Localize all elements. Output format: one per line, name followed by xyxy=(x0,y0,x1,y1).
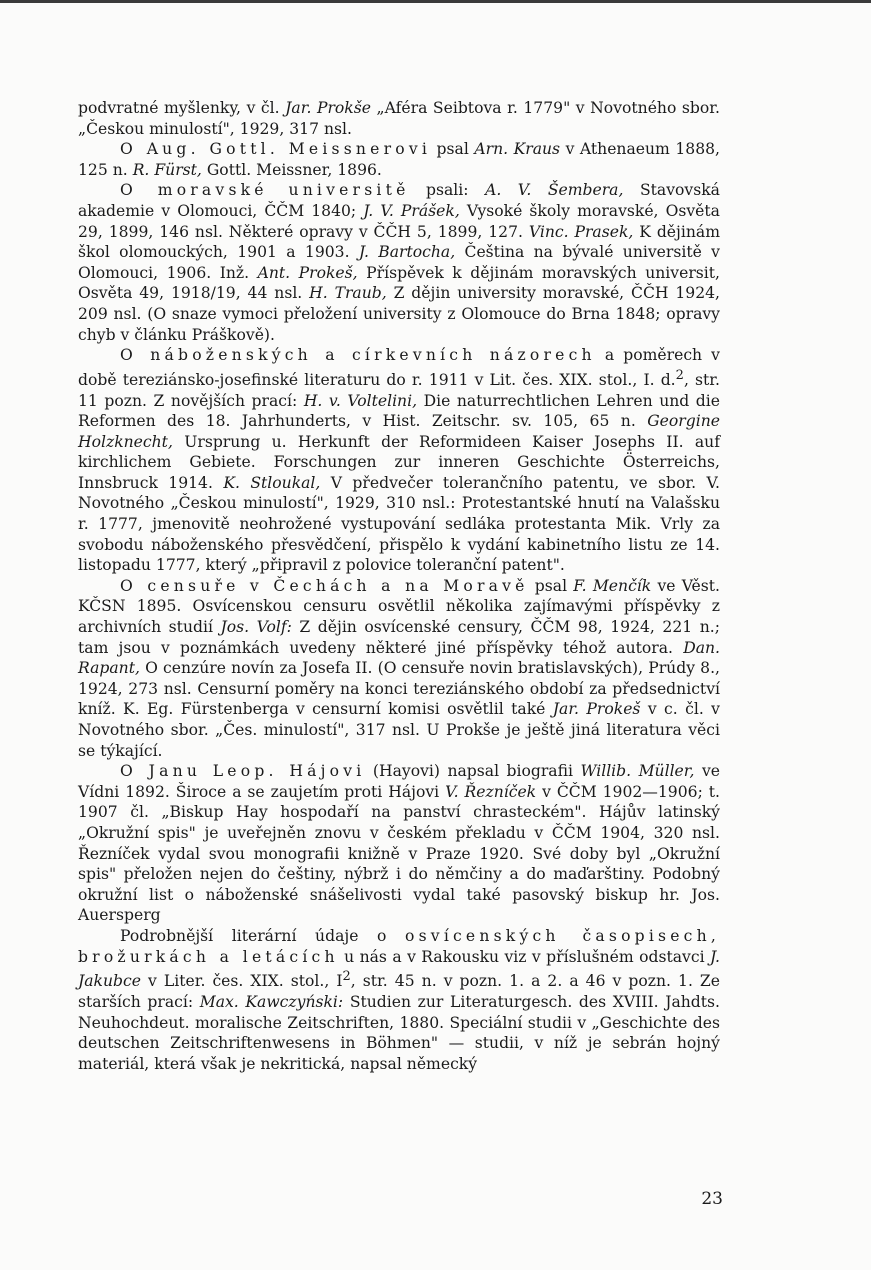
text-run: Gottl. Meissner, 1896. xyxy=(201,160,382,179)
text-run: „Aféra Seibtova r. 1779" v Novotného sbor. „Českou minulostí", 1929, 317 nsl. xyxy=(78,99,720,138)
italic-citation: J. Bartocha, xyxy=(358,243,456,262)
italic-citation: Arn. Kraus xyxy=(474,140,561,159)
text-run: Příspěvek k dějinám moravských universit, Osvěta 49, 1918/19, 44 nsl. xyxy=(78,263,720,303)
text-run: a poměrech v době tereziánsko-josefinské literaturu do r. 1911 v Lit. čes. XIX. stol., I. d. xyxy=(78,346,720,389)
italic-citation: K. Stloukal, xyxy=(223,473,321,492)
text-run: O cenzúre novín za Josefa II. (O censuře novin bratislavských), Prúdy 8., 1924, 273 nsl. Censurní poměry na konci tereziánského období za předsednictví kníž. K. Eg. Fürstenberga v censurní komisi osvětlil také xyxy=(78,659,720,719)
text-run: , str. 45 n. v pozn. 1. a 2. a 46 v pozn. 1. Ze starších prací: xyxy=(78,972,720,1011)
italic-citation: Jar. Prokše xyxy=(285,99,371,117)
spaced-topic: O Janu Leop. Hájovi xyxy=(120,762,366,781)
text-run: psali: xyxy=(409,181,486,200)
spaced-topic: O Aug. Gottl. Meissnerovi xyxy=(120,140,432,159)
text-run: Ursprung u. Herkunft der Reformideen Kaiser Josephs II. auf kirchlichem Gebiete. Forschungen zur inneren Geschichte Österreichs, Innsbruck 1914. xyxy=(78,432,720,492)
text-run: Studien zur Literaturgesch. des XVIII. Jahdts. Neuhochdeut. moralische Zeitschriften, 1880. Speciální studii v „Geschichte des deutschen Zeitschriftenwesens in Böhmen" — studii, v níž je sebrán hojný materiál, která však je nekritická, napsal německý xyxy=(78,992,720,1073)
text-run: Vysoké školy moravské, Osvěta 29, 1899, 146 nsl. Některé opravy v ČČH 5, 1899, 127. xyxy=(78,201,720,241)
italic-citation: Georgine Holzknecht, xyxy=(78,412,720,451)
text-run: Die naturrechtlichen Lehren und die Reformen des 18. Jahrhunderts, v Hist. Zeitschr. sv. 105, 65 n. xyxy=(78,391,721,431)
italic-citation: H. v. Voltelini, xyxy=(303,391,418,410)
text-run: ve Vídni 1892. Široce a se zaujetím proti Hájovi xyxy=(78,762,721,801)
text-run: v ČČM 1902—1906; t. 1907 čl. „Biskup Hay hospodaří na panství chrasteckém". Hájův latinský „Okružní spis" je uveřejněn znovu v českém překladu v ČČM 1904, 320 nsl. Řezníček vydal svou monografii knižně v Praze 1920. Své doby byl „Okružní spis" přeložen nejen do češtiny, nýbrž i do němčiny a do maďarštiny. Podobný okružní list o náboženské snášelivosti vydal také pasovský biskup hr. Jos. Auersperg xyxy=(78,782,720,925)
superscript: 2 xyxy=(342,969,351,985)
text-run: v Athenaeum 1888, 125 n. xyxy=(78,140,720,179)
italic-citation: J. Jakubce xyxy=(78,947,720,991)
italic-citation: Ant. Prokeš, xyxy=(257,263,358,282)
italic-citation: H. Traub, xyxy=(309,284,387,303)
paragraph-5 xyxy=(78,576,720,761)
paragraph-1 xyxy=(78,98,720,139)
paragraph-2 xyxy=(78,139,720,180)
text-run: u nás a v Rakousku viz v příslušném odstavci xyxy=(338,947,710,966)
text-run: , str. 11 pozn. Z novějších prací: xyxy=(78,370,720,410)
italic-citation: V. Řezníček xyxy=(445,782,537,801)
text-run: psal xyxy=(528,576,574,595)
italic-citation: Willib. Müller, xyxy=(580,762,695,781)
text-run: Podrobnější literární údaje o xyxy=(120,926,406,945)
italic-citation: R. Fürst, xyxy=(132,160,202,179)
text-run: ve Věst. KČSN 1895. Osvícenskou censuru osvětlil několika zajímavými příspěvky z archivních studií xyxy=(78,576,720,637)
text-run: Stavovská akademie v Olomouci, ČČM 1840; xyxy=(78,181,720,220)
text-run: (Hayovi) napsal biografii xyxy=(365,762,581,781)
text-run: v Liter. čes. XIX. stol., I xyxy=(140,972,343,991)
text-run: V předvečer tolerančního patentu, ve sbor. V. Novotného „Českou minulostí", 1929, 310 nsl.: Protestantské hnutí na Valašsku r. 1777, jmenovitě neohrožené vystupování sedláka protestanta Mik. Vrly za svobodu náboženského přesvědčení, přispělo k vydání kabinetního listu ze 14. listopadu 1777, který „připravil z polovice toleranční patent". xyxy=(78,473,720,575)
superscript: 2 xyxy=(675,367,684,383)
text-run: Čeština na bývalé universitě v Olomouci, 1906. Inž. xyxy=(78,243,720,282)
page-number: 23 xyxy=(701,1189,723,1209)
italic-citation: A. V. Šembera, xyxy=(485,181,624,200)
italic-citation: Max. Kawczyński: xyxy=(199,992,344,1011)
spaced-topic: osvícenských časopisech, brožurkách a letácích xyxy=(78,926,720,966)
spaced-topic: O náboženských a církevních názorech xyxy=(120,346,596,365)
spaced-topic: O censuře v Čechách a na Moravě xyxy=(120,576,529,595)
italic-citation: Dan. Rapant, xyxy=(78,638,720,678)
italic-citation: J. V. Prášek, xyxy=(363,201,460,220)
italic-citation: Jar. Prokeš xyxy=(552,700,641,719)
italic-citation: F. Menčík xyxy=(573,576,652,595)
paragraph-6 xyxy=(78,761,720,926)
text-run: podvratné myšlenky, v čl. xyxy=(78,99,286,117)
paragraph-3 xyxy=(78,180,720,345)
body-text xyxy=(78,98,720,1074)
italic-citation: Jos. Volf: xyxy=(220,618,292,637)
text-run: v c. čl. v Novotného sbor. „Čes. minulostí", 317 nsl. U Prokše je ještě jiná literatura věci se týkající. xyxy=(78,700,720,760)
text-run: Z dějin university moravské, ČČH 1924, 209 nsl. (O snaze vymoci přeložení university z Olomouce do Brna 1848; opravy chyb v článku Práškově). xyxy=(78,284,720,344)
italic-citation: Vinc. Prasek, xyxy=(528,222,634,241)
text-run: Z dějin osvícenské censury, ČČM 98, 1924, 221 n.; tam jsou v poznámkách uvedeny některé jiné příspěvky téhož autora. xyxy=(78,618,720,657)
text-run: psal xyxy=(431,140,475,159)
text-run: K dějinám škol olomouckých, 1901 a 1903. xyxy=(78,222,720,262)
spaced-topic: O moravské universitě xyxy=(120,181,410,200)
paragraph-7 xyxy=(78,926,720,1074)
page-top-edge xyxy=(0,0,871,3)
paragraph-4 xyxy=(78,345,720,576)
